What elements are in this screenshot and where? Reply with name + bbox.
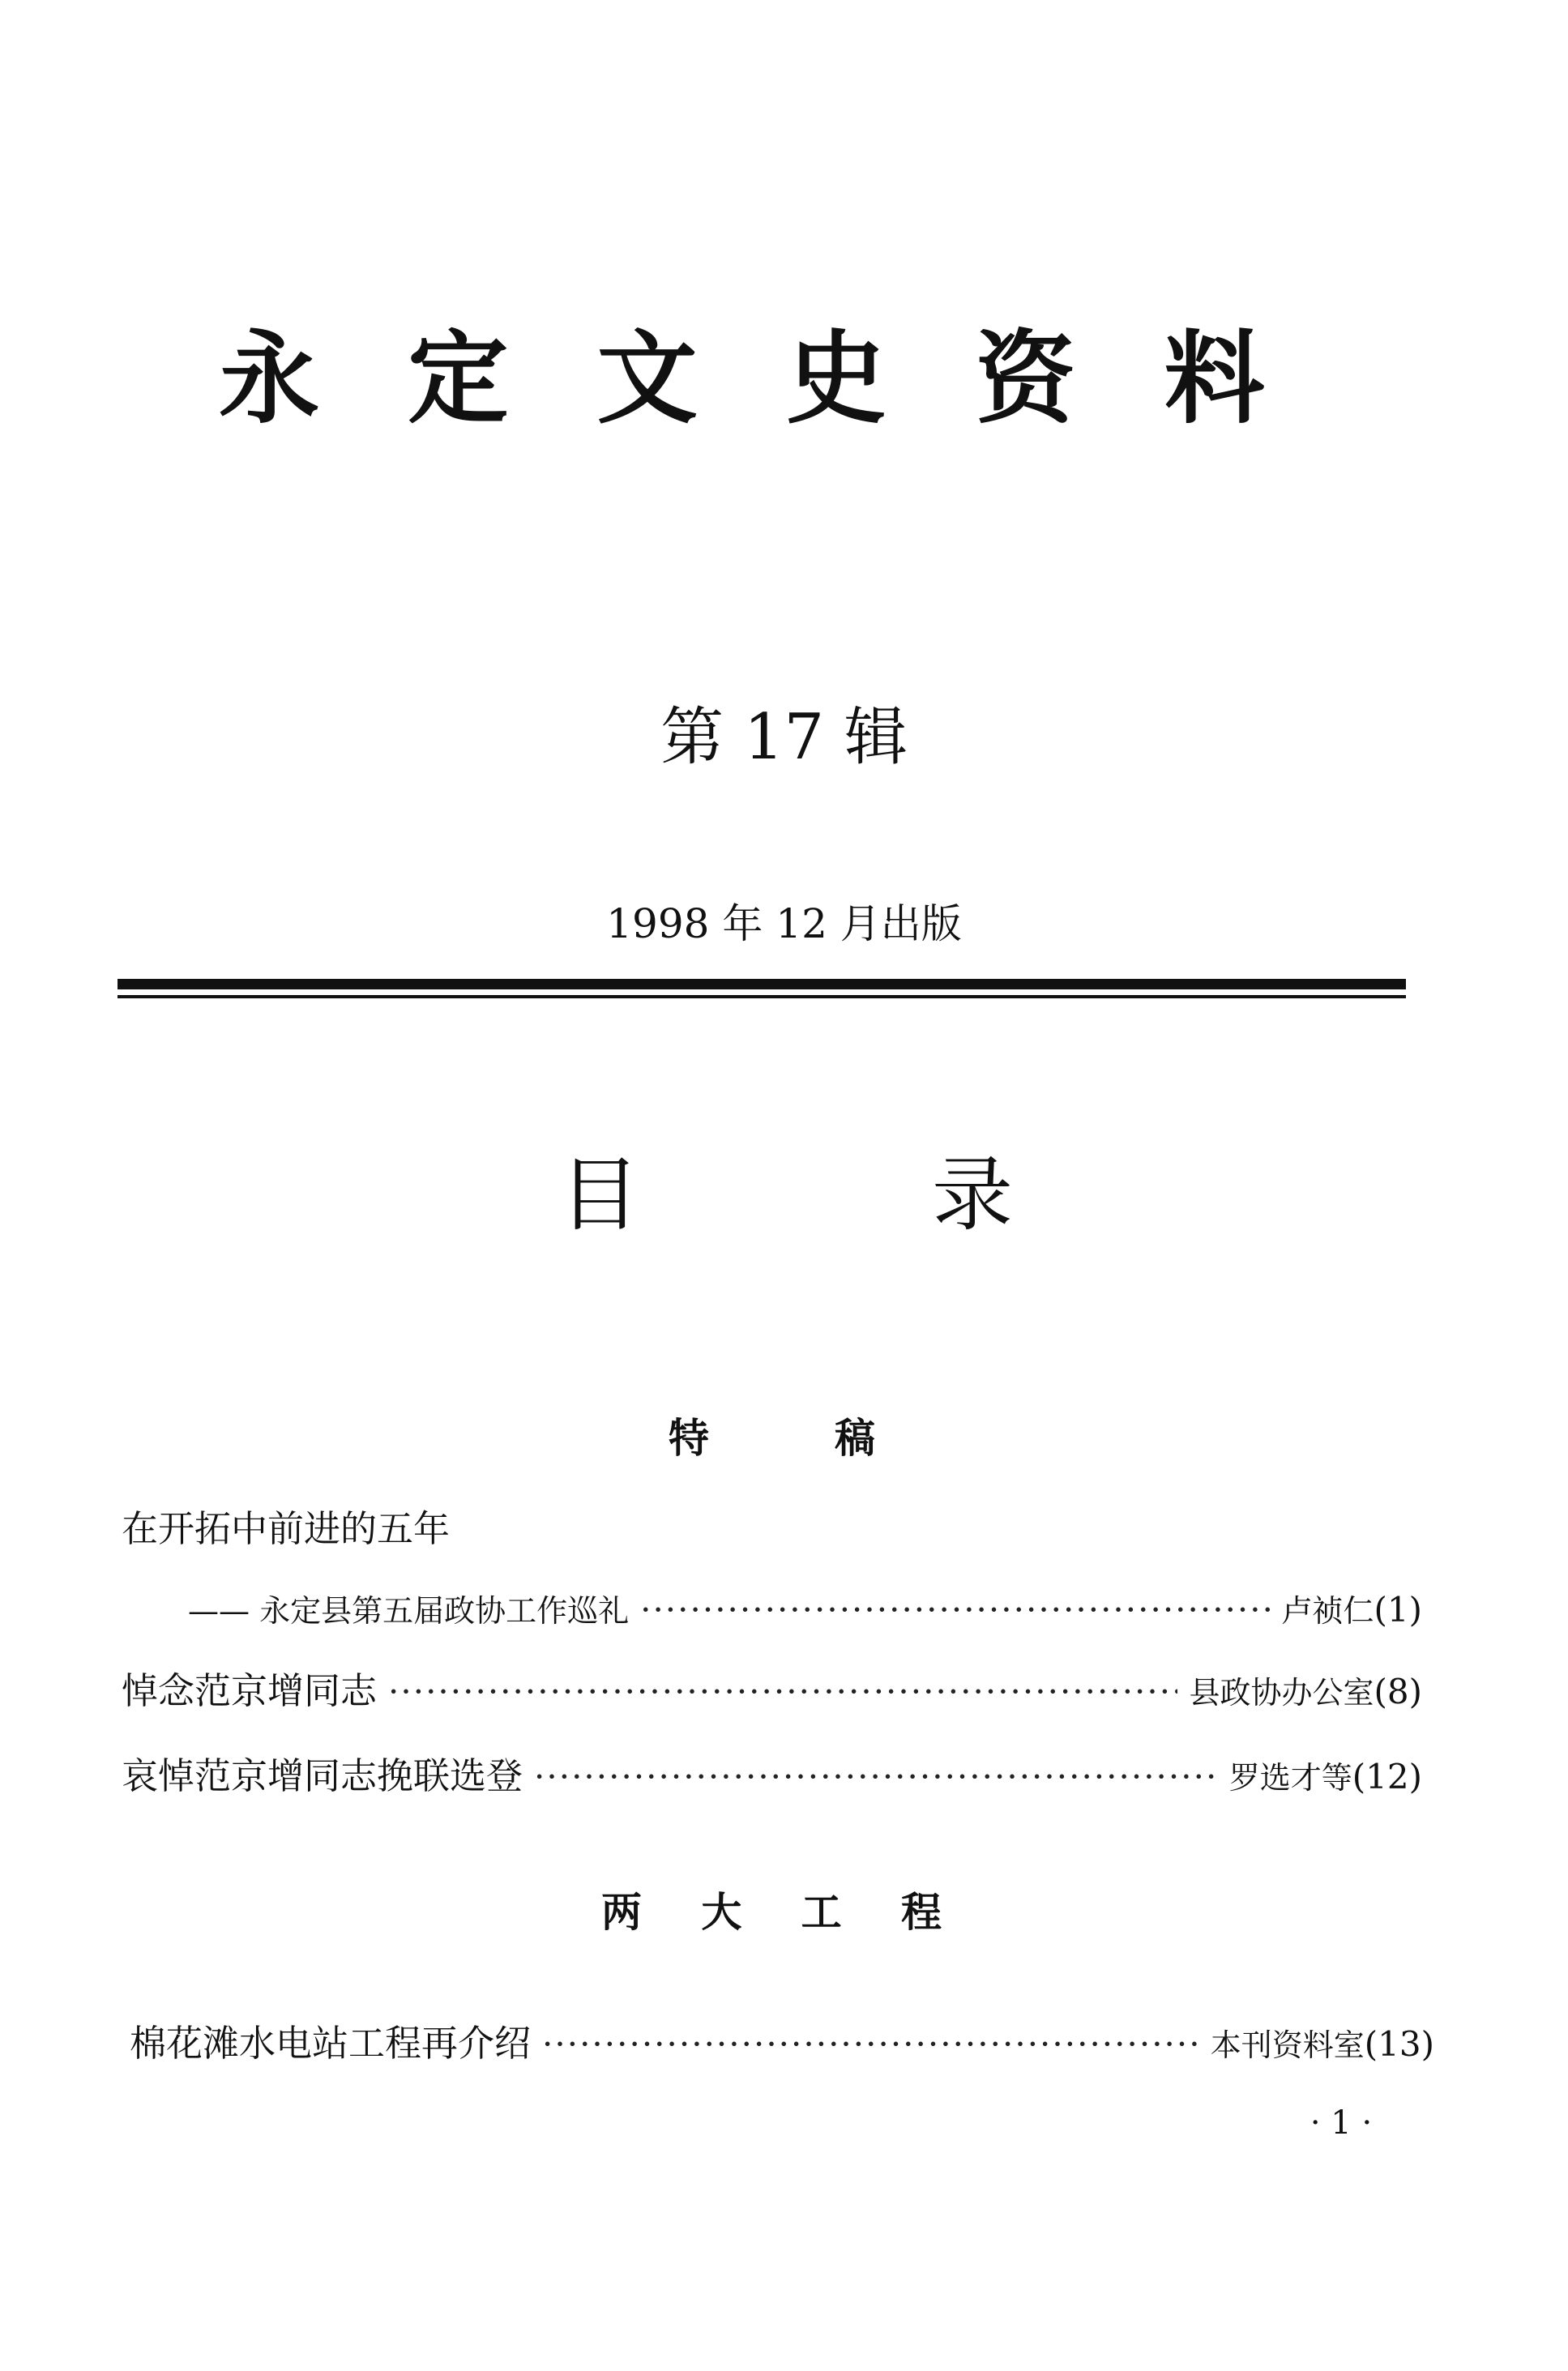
section-heading-char: 特 <box>669 1414 709 1462</box>
toc-entry-page: (8) <box>1374 1672 1422 1711</box>
section-heading-char: 工 <box>801 1888 842 1936</box>
toc-entry-subtitle: —— 永定县第五届政协工作巡礼 <box>188 1593 630 1629</box>
toc-entry-page: (1) <box>1374 1590 1422 1630</box>
issue-number: 第 17 辑 <box>660 701 908 774</box>
journal-title-char: 史 <box>785 320 887 438</box>
journal-title-char: 永 <box>219 320 320 438</box>
toc-entry-title: 哀悼范京增同志挽联选登 <box>122 1754 523 1797</box>
journal-title-char: 资 <box>975 320 1076 438</box>
toc-entry-author: 罗选才等 <box>1228 1760 1352 1796</box>
toc-heading-char: 目 <box>559 1147 640 1242</box>
toc-entry[interactable] <box>122 1665 1422 1719</box>
section-heading-char: 两 <box>601 1888 642 1936</box>
journal-title <box>219 314 1353 444</box>
toc-entry[interactable] <box>122 1750 1422 1804</box>
toc-entry-title: 棉花滩水电站工程再介绍 <box>130 2022 532 2065</box>
dot-leader <box>542 2019 1199 2070</box>
publication-date: 1998 年 12 月出版 <box>606 900 962 947</box>
toc-heading-char: 录 <box>932 1147 1013 1242</box>
toc-entry-title[interactable]: 在开拓中前进的五年 <box>122 1507 451 1550</box>
toc-entry[interactable] <box>188 1584 1422 1637</box>
toc-entry-title: 悼念范京增同志 <box>122 1669 378 1712</box>
toc-entry[interactable] <box>130 2018 1434 2071</box>
section-heading-two-projects <box>601 1884 942 1941</box>
page-number: · 1 · <box>1310 2104 1373 2142</box>
toc-entry-author: 县政协办公室 <box>1189 1675 1374 1711</box>
section-heading-char: 程 <box>900 1888 942 1936</box>
section-heading-special <box>669 1410 875 1467</box>
toc-entry-page: (13) <box>1364 2024 1434 2064</box>
toc-entry-author: 卢祯仁 <box>1281 1593 1374 1629</box>
journal-title-char: 文 <box>596 320 698 438</box>
journal-title-char: 料 <box>1164 320 1265 438</box>
section-heading-char: 稿 <box>835 1414 875 1462</box>
dot-leader <box>534 1751 1218 1803</box>
toc-heading <box>559 1139 1013 1252</box>
dot-leader <box>388 1666 1177 1718</box>
toc-entry-page: (12) <box>1352 1757 1422 1796</box>
section-heading-char: 大 <box>701 1888 742 1936</box>
dot-leader <box>640 1584 1270 1636</box>
header-divider-thick <box>117 979 1406 989</box>
header-divider-thin <box>117 995 1406 998</box>
toc-entry-author: 本刊资料室 <box>1210 2027 1365 2063</box>
journal-title-char: 定 <box>408 320 509 438</box>
